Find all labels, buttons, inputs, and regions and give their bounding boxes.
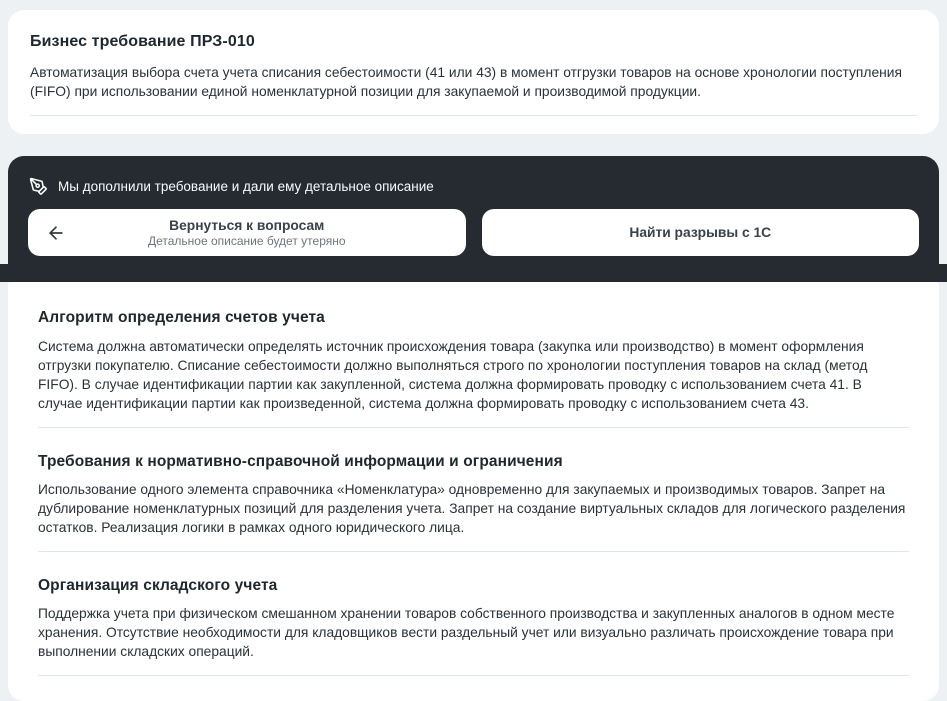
notice-text: Мы дополнили требование и дали ему детальное описание bbox=[58, 179, 434, 195]
back-to-questions-button[interactable] bbox=[28, 209, 466, 256]
section-divider bbox=[38, 675, 909, 676]
section-divider bbox=[38, 427, 909, 428]
arrow-left-icon bbox=[46, 223, 66, 243]
section-body: Использование одного элемента справочника «Номенклатура» одновременно для закупаемых и производимых товаров. Запрет на дублирование номенклатурных позиций для разделения учета. Запрет на создание виртуальных складов для логического разделения остатков. Реализация логики в рамках одного юридического лица. bbox=[38, 481, 906, 535]
section-title: Организация складского учета bbox=[38, 576, 278, 594]
find-gaps-button[interactable] bbox=[482, 209, 920, 256]
section-divider bbox=[38, 551, 909, 552]
section-body: Система должна автоматически определять источник происхождения товара (закупка или производство) в момент оформления отгрузки покупателю. Списание себестоимости должно выполняться строго по хронологии поступления товаров на склад (метод FIFO). В случае идентификации партии как закупленной, система должна формировать проводку с использованием счета 41. В случае идентификации партии как произведенной, система должна формировать проводку с использованием счета 43. bbox=[38, 338, 868, 411]
requirement-title: Бизнес требование ПРЗ-010 bbox=[30, 33, 255, 50]
section-body: Поддержка учета при физическом смешанном хранении товаров собственного производства и закупленных аналогов в одном месте хранения. Отсутствие необходимости для кладовщиков вести раздельный учет или визуально различать происхождение товара при выполнении складских операций. bbox=[38, 606, 895, 660]
section-nsi-requirements bbox=[38, 452, 909, 552]
section-warehouse-accounting bbox=[38, 576, 909, 676]
requirement-summary-card bbox=[8, 10, 939, 134]
section-title: Алгоритм определения счетов учета bbox=[38, 309, 325, 327]
card-divider bbox=[30, 115, 917, 116]
section-title: Требования к нормативно-справочной информации и ограничения bbox=[38, 452, 563, 470]
action-panel bbox=[0, 156, 947, 282]
find-gaps-button-label: Найти разрывы с 1С bbox=[629, 225, 772, 241]
back-button-sublabel: Детальное описание будет утеряно bbox=[147, 233, 346, 248]
action-buttons-row bbox=[28, 209, 919, 256]
notice-row bbox=[28, 177, 919, 196]
back-button-label: Вернуться к вопросам bbox=[169, 217, 325, 233]
requirement-description: Автоматизация выбора счета учета списания себестоимости (41 или 43) в момент отгрузки товаров на основе хронологии поступления (FIFO) при использовании единой номенклатурной позиции для закупаемой и производимой продукции. bbox=[30, 65, 902, 100]
pen-tool-icon bbox=[29, 177, 48, 196]
action-panel-card bbox=[8, 156, 939, 264]
section-accounts-algorithm bbox=[38, 308, 909, 427]
detailed-description-card bbox=[8, 282, 939, 701]
action-panel-bottom-bar bbox=[0, 264, 947, 282]
